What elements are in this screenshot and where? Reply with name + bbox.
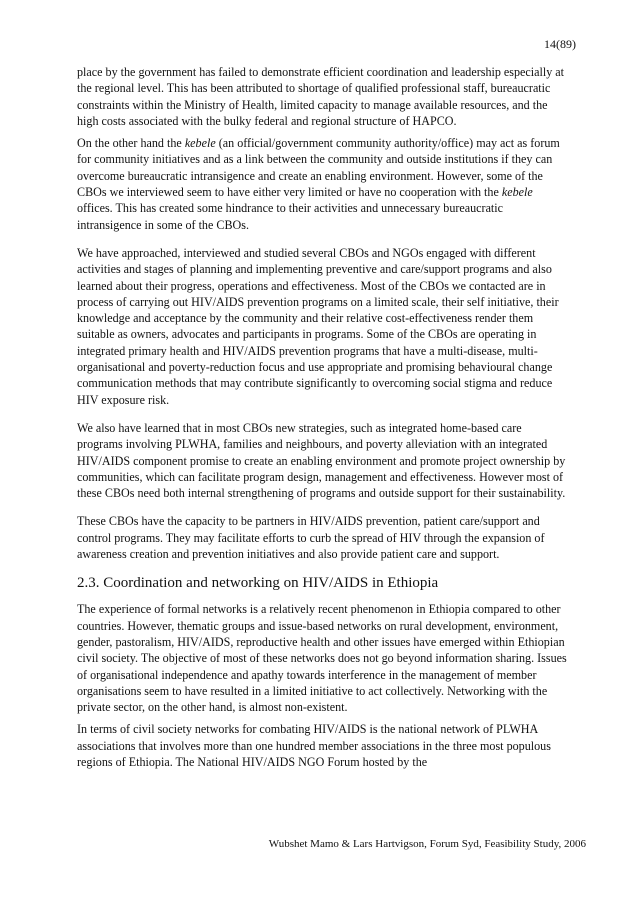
paragraph-networks: The experience of formal networks is a relatively recent phenomenon in Ethiopia compared to other countries. However, thematic groups and issue-based networks on rural development, environment, gender, pastoralism, HIV/AIDS, reproductive health and other issues have emerged within Ethiopian civil society. The objective of most of these networks does not go beyond information sharing. Issues of organisational independence and apathy towards interference in the management of member organisations seem to have resulted in a limited initiative to act collectively. Networking with the private sector, on the other hand, is almost non-existent.	[77, 602, 567, 715]
paragraph-cbo-study: We have approached, interviewed and studied several CBOs and NGOs engaged with different activities and stages of planning and implementing preventive and care/support programs and also learned about their progress, operations and effectiveness. Most of the CBOs we contacted are in process of carrying out HIV/AIDS prevention programs on a limited scale, their self initiative, their knowledge and acceptance by the community and their relative cost-effectiveness render them suitable as owners, advocates and participants in programs. Some of the CBOs are operating in integrated primary health and HIV/AIDS prevention programs that have a multi-disease, multi-organisational and poverty-reduction focus and use appropriate and promising behavioural change communication methods that may contribute significantly to overcoming social stigma and reduce HIV exposure risk.	[77, 245, 559, 407]
kebele-term: kebele	[501, 185, 533, 200]
paragraph-kebele	[77, 135, 567, 233]
page-number: 14(89)	[544, 37, 576, 51]
text-span: offices. This has created some hindrance to their activities and unnecessary bureaucratic intransigence in some of the CBOs.	[77, 201, 504, 232]
paragraph-cbo-capacity: These CBOs have the capacity to be partners in HIV/AIDS prevention, patient care/support and control programs. They may facilitate efforts to curb the spread of HIV through the expansion of awareness creation and prevention initiatives and also provide patient care and support.	[77, 514, 545, 562]
document-body	[77, 64, 567, 782]
footer-citation: Wubshet Mamo & Lars Hartvigson, Forum Syd, Feasibility Study, 2006	[268, 838, 586, 850]
section-heading: 2.3. Coordination and networking on HIV/AIDS in Ethiopia	[77, 575, 439, 592]
kebele-term: kebele	[184, 136, 216, 151]
text-span: On the other hand the	[77, 136, 185, 151]
paragraph-cbo-strategies: We also have learned that in most CBOs new strategies, such as integrated home-based care programs involving PLWHA, families and neighbours, and poverty alleviation with an integrated HIV/AIDS component promise to create an enabling environment and promote project ownership by communities, which can facilitate program design, management and effectiveness. However most of these CBOs need both internal strengthening of programs and outside support for their sustainability.	[77, 420, 566, 501]
paragraph-plwha: In terms of civil society networks for combating HIV/AIDS is the national network of PLWHA associations that involves more than one hundred member associations in the three most populous regions of Ethiopia. The National HIV/AIDS NGO Forum hosted by the	[77, 722, 551, 769]
text-span: (an official/government community authority/office) may act as forum for community initiatives and as a link between the community and outside institutions if they can overcome bureaucratic intransigence and create an enabling environment. However, some of the CBOs we interviewed seem to have either very limited or have no cooperation with the	[77, 136, 560, 200]
paragraph-hapco: place by the government has failed to demonstrate efficient coordination and leadership especially at the regional level. This has been attributed to shortage of qualified professional staff, bureaucratic constraints within the Ministry of Health, limited capacity to manage available resources, and the high costs associated with the bulky federal and regional structure of HAPCO.	[77, 65, 565, 128]
